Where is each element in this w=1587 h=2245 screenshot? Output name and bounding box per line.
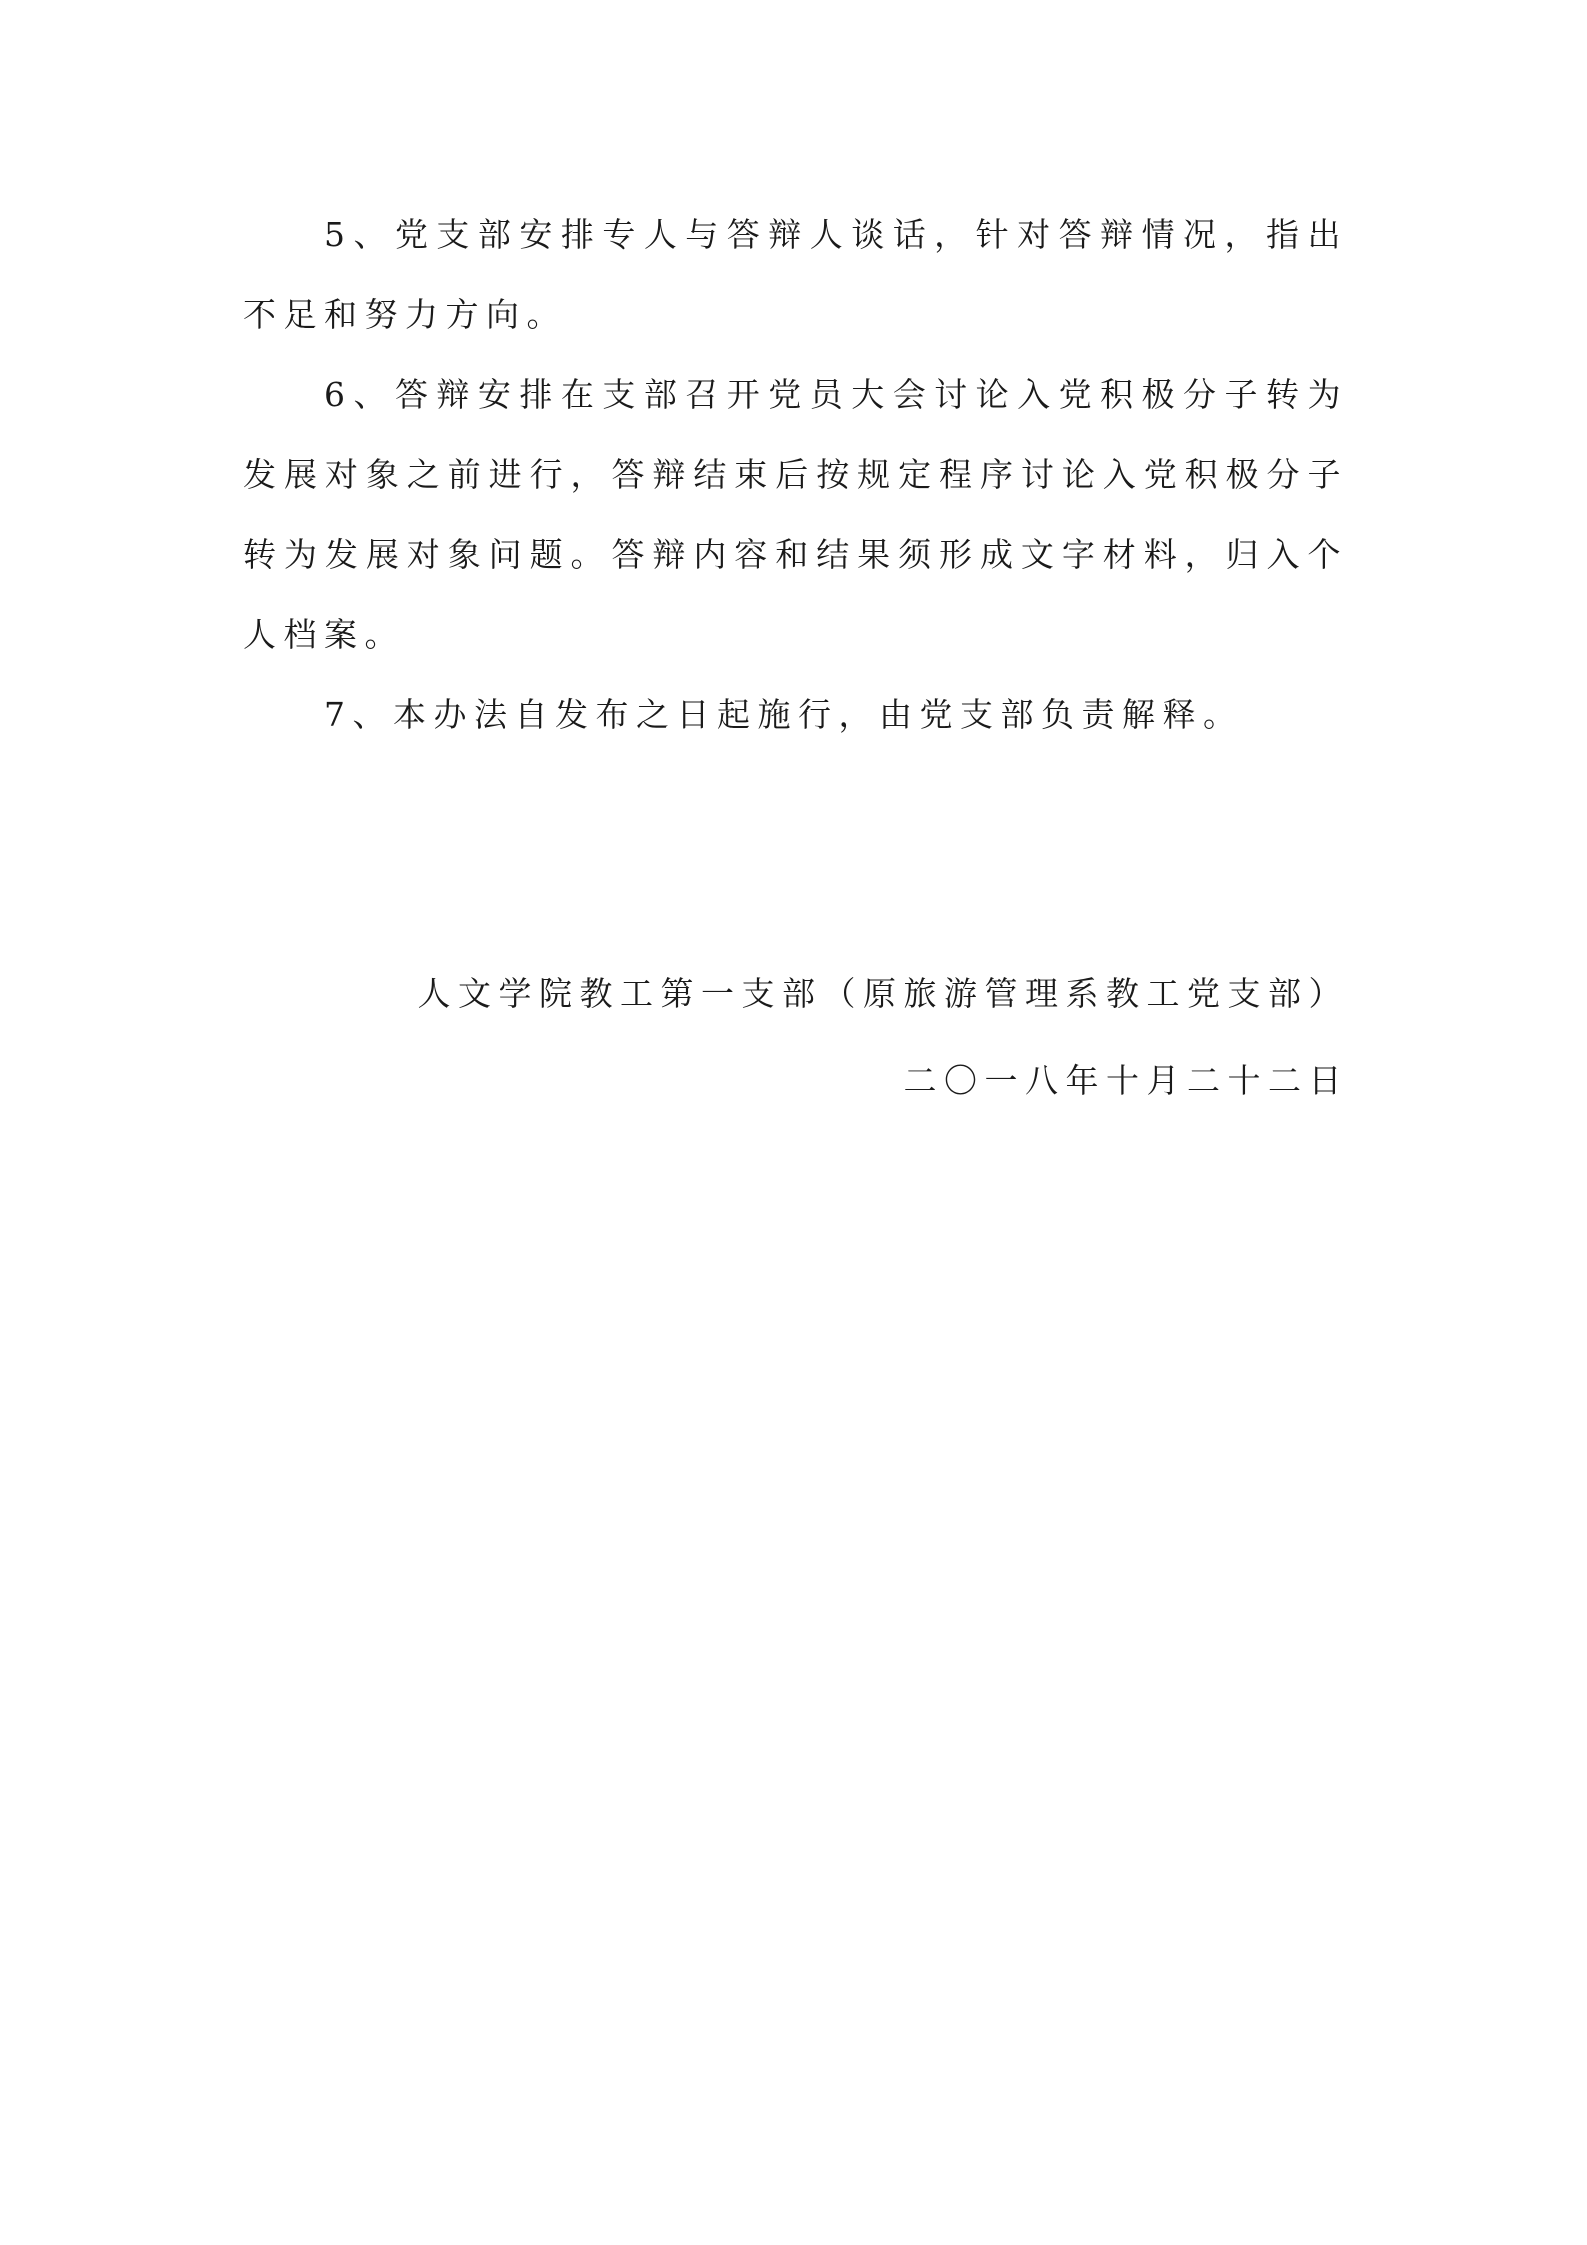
- document-body: [243, 195, 1348, 755]
- signature-organization: 人文学院教工第一支部（原旅游管理系教工党支部）: [417, 974, 1349, 1013]
- paragraph-7: 7、本办法自发布之日起施行，由党支部负责解释。: [324, 695, 1244, 734]
- paragraph-6: 6、答辩安排在支部召开党员大会讨论入党积极分子转为发展对象之前进行，答辩结束后按规定程序讨论入党积极分子转为发展对象问题。答辩内容和结果须形成文字材料，归入个人档案。: [243, 375, 1348, 654]
- signature-block: [418, 950, 1350, 1124]
- signature-date: 二〇一八年十月二十二日: [903, 1061, 1349, 1100]
- paragraph-5: 5、党支部安排专人与答辩人谈话，针对答辩情况，指出不足和努力方向。: [243, 215, 1348, 334]
